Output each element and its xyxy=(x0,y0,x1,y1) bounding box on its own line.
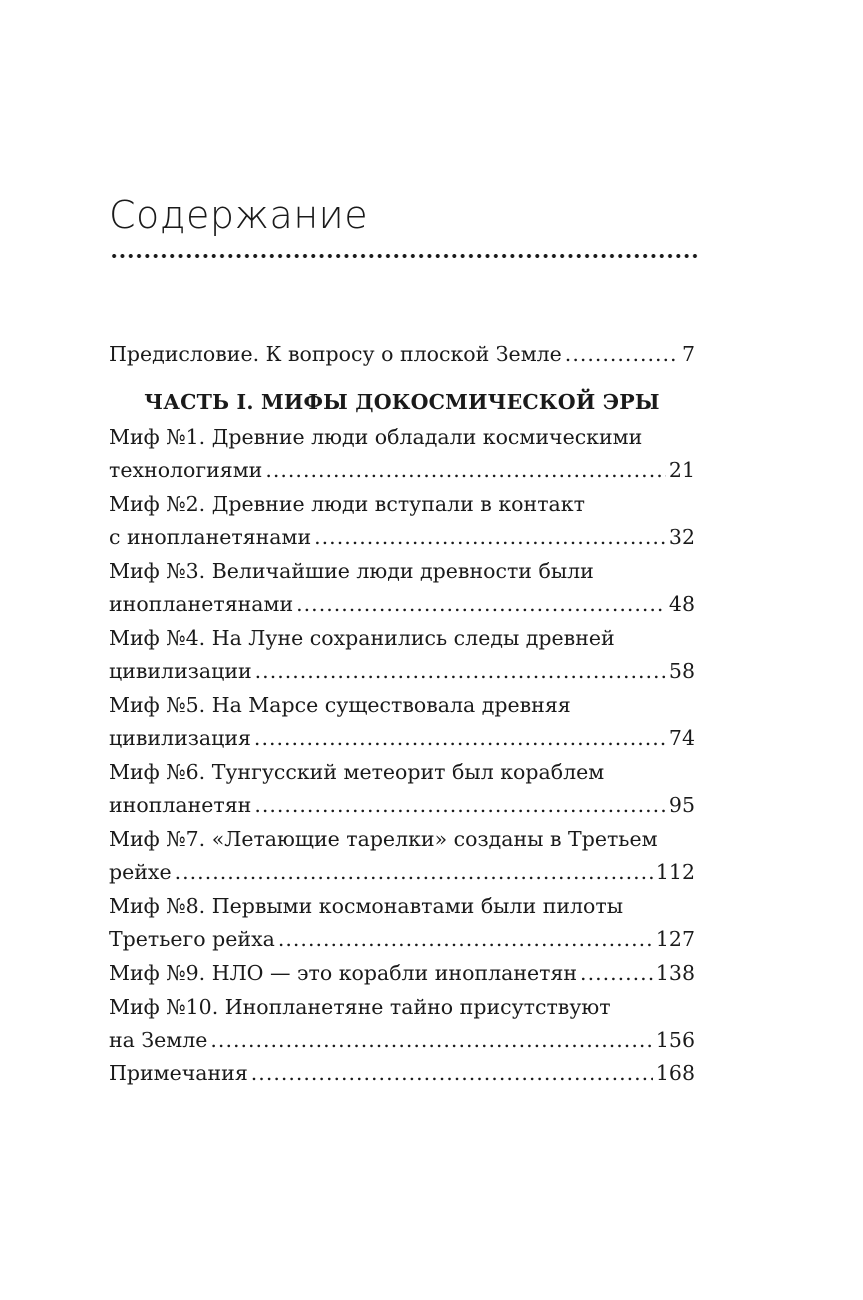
toc-entry-text: рейхе xyxy=(109,860,172,884)
toc-entry-title-line: Миф №6. Тунгусский метеорит был кораблем xyxy=(109,760,605,784)
toc-entry[interactable] xyxy=(109,991,695,1057)
toc-entry-title-line: Миф №3. Величайшие люди древности были xyxy=(109,559,594,583)
toc-entry[interactable] xyxy=(109,488,695,554)
dot-leader xyxy=(296,588,666,621)
toc-entry[interactable] xyxy=(109,689,695,755)
toc-page-number: 127 xyxy=(655,927,695,951)
dot-leader xyxy=(251,1057,653,1090)
toc-entry-title-line: Миф №5. На Марсе существовала древняя xyxy=(109,693,571,717)
toc-page-number: 7 xyxy=(681,342,695,366)
toc-entry-text: инопланетянами xyxy=(109,592,294,616)
toc-page-number: 168 xyxy=(655,1061,695,1085)
toc-entry-text: Предисловие. К вопросу о плоской Земле xyxy=(109,342,562,366)
toc-page-number: 32 xyxy=(668,525,695,549)
toc-entries-list xyxy=(109,421,695,1057)
toc-page-number: 58 xyxy=(668,659,695,683)
toc-entry-title-line: Миф №2. Древние люди вступали в контакт xyxy=(109,492,585,516)
part-heading: ЧАСТЬ I. МИФЫ ДОКОСМИЧЕСКОЙ ЭРЫ xyxy=(144,390,660,414)
dot-leader xyxy=(175,856,653,889)
toc-entry-notes[interactable] xyxy=(109,1057,695,1090)
toc-entry-text: на Земле xyxy=(109,1028,208,1052)
table-of-contents xyxy=(109,338,695,1090)
toc-entry-text: технологиями xyxy=(109,458,263,482)
toc-page-number: 138 xyxy=(655,961,695,985)
dotted-divider xyxy=(110,252,698,260)
dot-leader xyxy=(254,789,666,822)
dot-leader xyxy=(278,923,653,956)
toc-page-number: 156 xyxy=(655,1028,695,1052)
toc-entry-text: с инопланетянами xyxy=(109,525,312,549)
toc-entry[interactable] xyxy=(109,756,695,822)
toc-entry-text: инопланетян xyxy=(109,793,252,817)
page-title: Содержание xyxy=(109,193,369,237)
toc-entry-title-line: Миф №1. Древние люди обладали космическими xyxy=(109,425,643,449)
toc-entry-text: цивилизация xyxy=(109,726,251,750)
toc-entry[interactable] xyxy=(109,823,695,889)
dot-leader xyxy=(265,454,666,487)
toc-page-number: 48 xyxy=(668,592,695,616)
toc-entry-preface[interactable] xyxy=(109,338,695,371)
dot-leader xyxy=(565,338,679,371)
toc-entry-title-line: Миф №4. На Луне сохранились следы древней xyxy=(109,626,615,650)
toc-entry-text: Третьего рейха xyxy=(109,927,275,951)
toc-entry[interactable] xyxy=(109,421,695,487)
toc-entry-title-line: Миф №8. Первыми космонавтами были пилоты xyxy=(109,894,624,918)
toc-page-number: 21 xyxy=(668,458,695,482)
dot-leader xyxy=(255,655,666,688)
toc-page-number: 74 xyxy=(668,726,695,750)
dot-leader xyxy=(580,957,653,990)
toc-entry-text: Миф №9. НЛО — это корабли инопланетян xyxy=(109,961,578,985)
toc-entry-title-line: Миф №10. Инопланетяне тайно присутствуют xyxy=(109,995,611,1019)
toc-entry[interactable] xyxy=(109,555,695,621)
toc-page-number: 112 xyxy=(655,860,695,884)
dot-leader xyxy=(314,521,666,554)
dot-leader xyxy=(210,1024,652,1057)
toc-entry[interactable] xyxy=(109,890,695,956)
toc-page-number: 95 xyxy=(668,793,695,817)
toc-entry[interactable] xyxy=(109,957,695,990)
dot-leader xyxy=(254,722,666,755)
toc-entry-text: цивилизации xyxy=(109,659,252,683)
toc-entry[interactable] xyxy=(109,622,695,688)
toc-entry-title-line: Миф №7. «Летающие тарелки» созданы в Третьем xyxy=(109,827,658,851)
toc-entry-text: Примечания xyxy=(109,1061,248,1085)
